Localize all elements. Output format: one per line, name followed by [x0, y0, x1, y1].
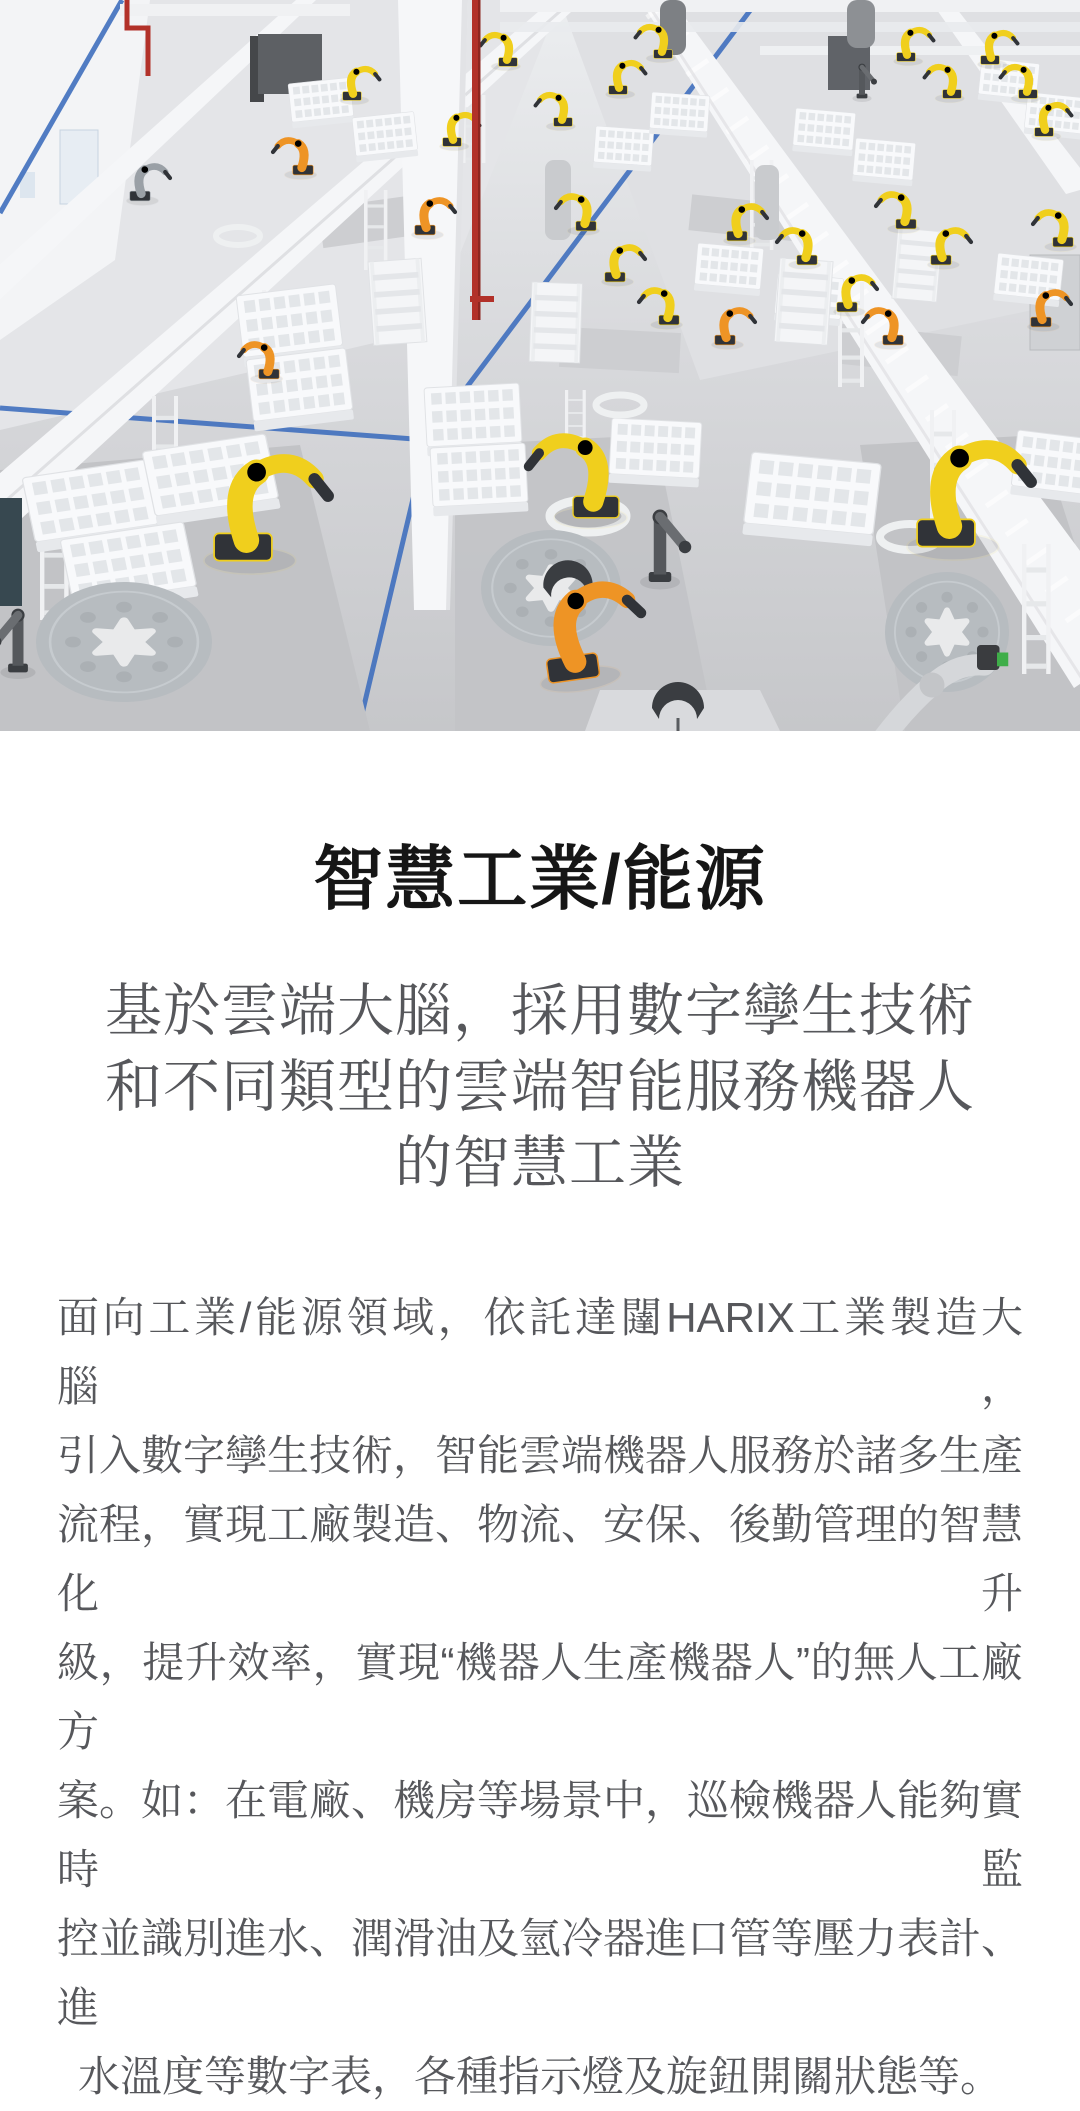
body-line: 案。如：在電廠、機房等場景中，巡檢機器人能夠實時監 — [57, 1777, 1024, 1893]
section-title: 智慧工業/能源 — [313, 840, 767, 918]
subtitle-line: 基於雲端大腦，採用數字孿生技術 — [105, 979, 975, 1043]
turntable-left — [36, 582, 212, 702]
body-line: 級，提升效率，實現“機器人生產機器人”的無人工廠方 — [57, 1639, 1023, 1755]
body-line: 控並識別進水、潤滑油及氫冷器進口管等壓力表計、進 — [57, 1915, 1024, 2031]
body-line: 引入數字孿生技術，智能雲端機器人服務於諸多生產 — [57, 1432, 1024, 1479]
subtitle-line: 的智慧工業 — [395, 1131, 685, 1195]
body-line: 面向工業/能源領域，依託達闥HARIX工業製造大腦， — [57, 1294, 1023, 1410]
body-line: 流程，實現工廠製造、物流、安保、後勤管理的智慧化升 — [57, 1501, 1024, 1617]
body-line: 水溫度等數字表，各種指示燈及旋鈕開關狀態等。 — [77, 2053, 1002, 2100]
section-subtitle — [0, 973, 1080, 1201]
section-body — [0, 1283, 1080, 2111]
factory-hero-image — [0, 0, 1080, 731]
subtitle-line: 和不同類型的雲端智能服務機器人 — [105, 1055, 975, 1119]
